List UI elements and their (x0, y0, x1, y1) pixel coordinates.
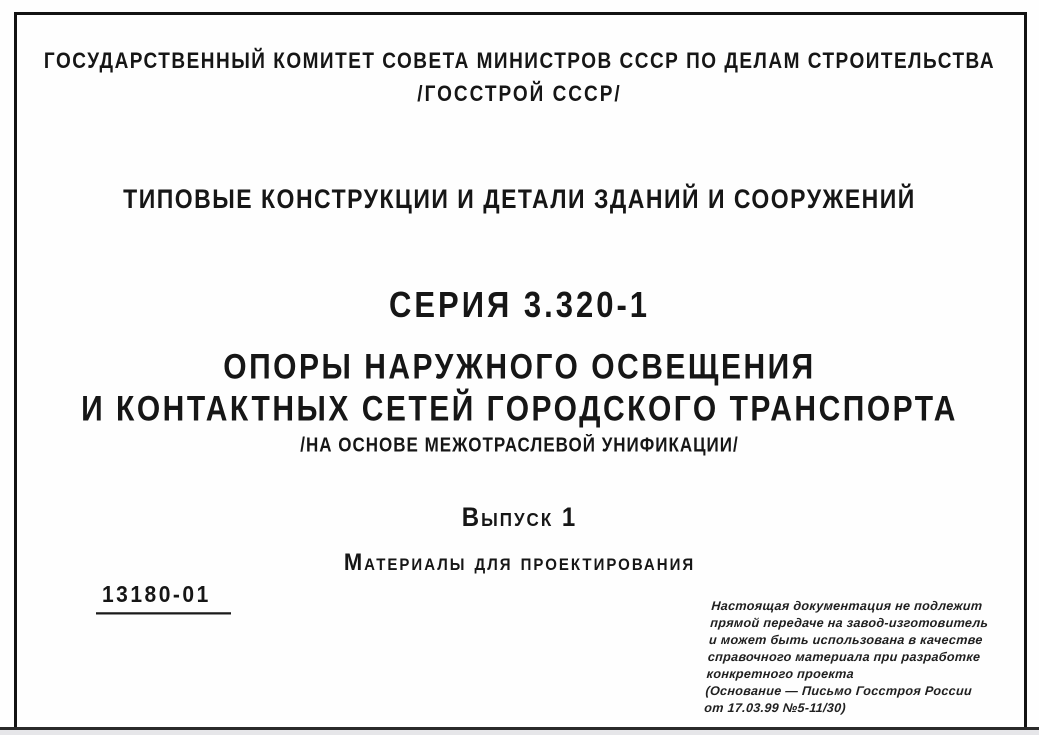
organization-name: ГОСУДАРСТВЕННЫЙ КОМИТЕТ СОВЕТА МИНИСТРОВ СССР ПО ДЕЛАМ СТРОИТЕЛЬСТВА (43, 49, 996, 74)
stamp-note-line: и может быть использована в качестве (708, 633, 984, 647)
title-qualifier-note: /НА ОСНОВЕ МЕЖОТРАСЛЕВОЙ УНИФИКАЦИИ/ (300, 434, 739, 457)
main-title-line-1: ОПОРЫ НАРУЖНОГО ОСВЕЩЕНИЯ (223, 348, 816, 387)
stamp-note-line: справочного материала при разработке (707, 650, 981, 664)
stamp-note-line: (Основание — Письмо Госстроя России (705, 684, 973, 698)
organization-abbreviation: /ГОССТРОЙ СССР/ (417, 82, 622, 107)
subtitle-materials: Материалы для проектирования (343, 548, 696, 576)
document-type-heading: ТИПОВЫЕ КОНСТРУКЦИИ И ДЕТАЛИ ЗДАНИЙ И СООРУЖЕНИЙ (123, 183, 916, 214)
document-inventory-number: 13180-01 (96, 582, 231, 614)
main-title-line-2: И КОНТАКТНЫХ СЕТЕЙ ГОРОДСКОГО ТРАНСПОРТА (81, 390, 958, 429)
stamp-note-line: Настоящая документация не подлежит (710, 599, 983, 613)
stamp-note-line: конкретного проекта (706, 667, 855, 681)
handwritten-stamp-note (704, 598, 1024, 717)
stamp-note-line: от 17.03.99 №5-11/30) (703, 701, 847, 715)
issue-number: Выпуск 1 (461, 503, 578, 533)
scanner-edge-strip (0, 730, 1039, 735)
series-number: СЕРИЯ 3.320-1 (388, 284, 651, 326)
stamp-note-line: прямой передаче на завод-изготовитель (709, 616, 989, 630)
